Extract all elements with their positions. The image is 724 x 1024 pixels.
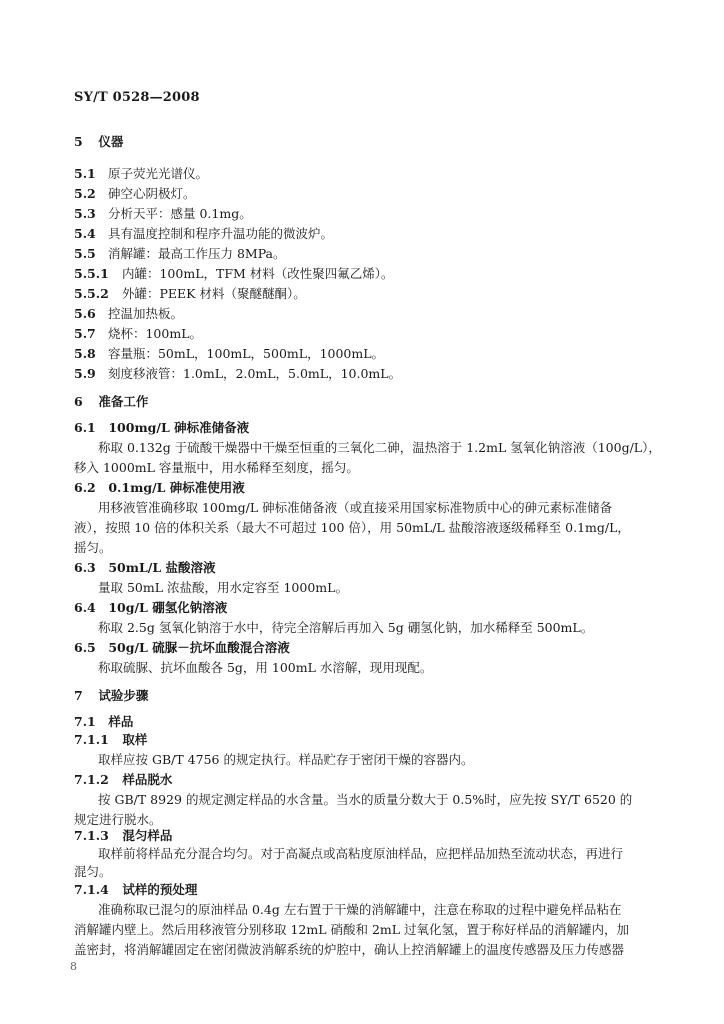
clause-text: 内罐：100mL，TFM 材料（改性聚四氟乙烯）。: [121, 266, 394, 281]
section-number: 5: [74, 134, 83, 149]
paragraph-line: 称取硫脲、抗坏血酸各 5g，用 100mL 水溶解，现用现配。: [98, 660, 433, 675]
paragraph-line: 混匀。: [74, 864, 112, 879]
clause-number: 7.1.3: [74, 828, 109, 843]
paragraph-line: 消解罐内壁上。然后用移液管分别移取 12mL 硝酸和 2mL 过氧化氢，置于称好样品的消解罐内，加: [74, 922, 630, 937]
clause-title: 50mL/L 盐酸溶液: [108, 560, 216, 575]
clause-6-1-heading: [74, 420, 249, 436]
clause-text: 控温加热板。: [107, 306, 183, 321]
clause-number: 5.7: [74, 326, 96, 341]
clause-number: 7.1: [74, 714, 96, 729]
clause-5-4: [74, 226, 333, 242]
clause-text: 砷空心阴极灯。: [107, 186, 196, 201]
paragraph-line: 盖密封，将消解罐固定在密闭微波消解系统的炉腔中，确认上控消解罐上的温度传感器及压力传感器: [74, 942, 625, 957]
clause-6-5-heading: [74, 640, 290, 656]
clause-5-8: [74, 346, 384, 362]
clause-6-3-heading: [74, 560, 215, 576]
clause-7-1-heading: [74, 714, 133, 730]
clause-number: 5.3: [74, 206, 96, 221]
clause-text: 外罐：PEEK 材料（聚醚醚酮）。: [121, 286, 306, 301]
section-number: 7: [74, 688, 83, 703]
standard-code: SY/T 0528—2008: [74, 90, 200, 105]
paragraph-line: 称取 0.132g 于硫酸干燥器中干燥至恒重的三氧化二砷，温热溶于 1.2mL 氢氧化钠溶液（100g/L），: [98, 440, 661, 455]
clause-5-9: [74, 366, 401, 382]
clause-5-5-1: [74, 266, 394, 282]
section-title: 准备工作: [98, 394, 149, 409]
clause-title: 样品脱水: [122, 772, 173, 787]
clause-number: 5.5.2: [74, 286, 109, 301]
paragraph-line: 按 GB/T 8929 的规定测定样品的水含量。当水的质量分数大于 0.5%时，应先按 SY/T 6520 的: [98, 792, 633, 807]
clause-7-1-1-heading: [74, 732, 147, 748]
clause-number: 5.6: [74, 306, 96, 321]
clause-5-6: [74, 306, 183, 322]
paragraph-line: 量取 50mL 浓盐酸，用水定容至 1000mL。: [98, 580, 348, 595]
clause-5-5: [74, 246, 286, 262]
section-title: 仪器: [98, 134, 124, 149]
paragraph-line: 液），按照 10 倍的体积关系（最大不可超过 100 倍），用 50mL/L 盐酸溶液逐级稀释至 0.1mg/L，: [74, 520, 630, 535]
page-number: 8: [70, 960, 77, 973]
clause-title: 100mg/L 砷标准储备液: [108, 420, 250, 435]
section-title: 试验步骤: [98, 688, 149, 703]
paragraph-line: 称取 2.5g 氢氧化钠溶于水中，待完全溶解后再加入 5g 硼氢化钠，加水稀释至 500mL。: [98, 620, 594, 635]
clause-number: 7.1.4: [74, 882, 109, 897]
clause-5-5-2: [74, 286, 306, 302]
paragraph-line: 取样前将样品充分混合均匀。对于高凝点或高粘度原油样品，应把样品加热至流动状态，再进行: [98, 846, 624, 861]
clause-number: 6.4: [74, 600, 96, 615]
clause-title: 50g/L 硫脲－抗坏血酸混合溶液: [108, 640, 290, 655]
clause-text: 消解罐：最高工作压力 8MPa。: [107, 246, 286, 261]
clause-number: 5.5.1: [74, 266, 109, 281]
paragraph-line: 准确称取已混匀的原油样品 0.4g 左右置于干燥的消解罐中，注意在称取的过程中避免样品粘在: [98, 902, 622, 917]
clause-number: 5.9: [74, 366, 96, 381]
clause-6-2-heading: [74, 480, 245, 496]
section-heading-6: [74, 394, 148, 410]
clause-number: 6.5: [74, 640, 96, 655]
clause-number: 5.8: [74, 346, 96, 361]
clause-5-3: [74, 206, 252, 222]
section-number: 6: [74, 394, 83, 409]
clause-number: 5.5: [74, 246, 96, 261]
clause-title: 10g/L 硼氢化钠溶液: [108, 600, 228, 615]
clause-title: 0.1mg/L 砷标准使用液: [108, 480, 245, 495]
clause-title: 试样的预处理: [122, 882, 198, 897]
clause-text: 容量瓶：50mL，100mL，500mL，1000mL。: [107, 346, 385, 361]
section-heading-7: [74, 688, 148, 704]
clause-5-2: [74, 186, 196, 202]
paragraph-line: 取样应按 GB/T 4756 的规定执行。样品贮存于密闭干燥的容器内。: [98, 752, 474, 767]
clause-text: 分析天平：感量 0.1mg。: [107, 206, 252, 221]
clause-7-1-4-heading: [74, 882, 197, 898]
paragraph-line: 移入 1000mL 容量瓶中，用水稀释至刻度，摇匀。: [74, 460, 359, 475]
clause-title: 样品: [108, 714, 134, 729]
clause-number: 6.2: [74, 480, 96, 495]
clause-title: 取样: [122, 732, 148, 747]
paragraph-line: 摇匀。: [74, 540, 112, 555]
clause-text: 具有温度控制和程序升温功能的微波炉。: [107, 226, 333, 241]
clause-number: 7.1.1: [74, 732, 109, 747]
clause-5-1: [74, 166, 208, 182]
clause-5-7: [74, 326, 202, 342]
clause-text: 刻度移液管：1.0mL，2.0mL，5.0mL，10.0mL。: [107, 366, 402, 381]
clause-7-1-2-heading: [74, 772, 172, 788]
clause-6-4-heading: [74, 600, 227, 616]
clause-number: 5.1: [74, 166, 96, 181]
clause-7-1-3-heading: [74, 828, 172, 844]
clause-number: 5.4: [74, 226, 96, 241]
clause-number: 6.3: [74, 560, 96, 575]
clause-number: 7.1.2: [74, 772, 109, 787]
clause-number: 6.1: [74, 420, 96, 435]
clause-text: 原子荧光光谱仪。: [107, 166, 208, 181]
clause-title: 混匀样品: [122, 828, 173, 843]
clause-number: 5.2: [74, 186, 96, 201]
section-heading-5: [74, 134, 123, 150]
paragraph-line: 用移液管准确移取 100mg/L 砷标准储备液（或直接采用国家标准物质中心的砷元素标准储备: [98, 500, 613, 515]
paragraph-line: 规定进行脱水。: [74, 812, 162, 827]
clause-text: 烧杯：100mL。: [107, 326, 202, 341]
